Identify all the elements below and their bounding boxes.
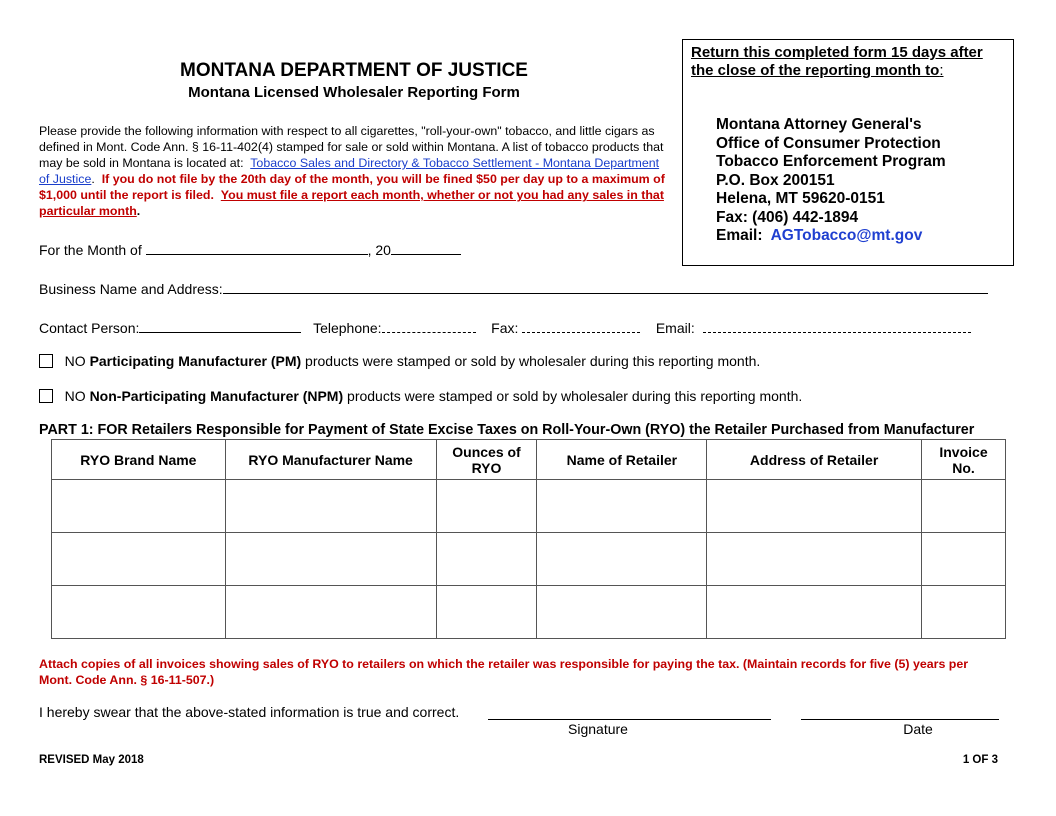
address-line: Tobacco Enforcement Program [716,153,946,170]
ryo-table [51,439,1006,639]
pm-checkbox[interactable] [39,354,53,368]
email-field[interactable] [703,319,971,333]
table-header-row [52,440,1006,480]
instructions-paragraph [39,123,671,220]
signature-field[interactable] [488,719,771,720]
fax-field[interactable] [522,319,640,333]
month-field[interactable] [146,241,368,255]
table-cell[interactable] [537,586,707,639]
table-cell[interactable] [225,586,436,639]
pm-checkbox-row [39,353,760,369]
mailing-address [716,116,946,246]
form-title: MONTANA DEPARTMENT OF JUSTICE [180,60,528,81]
col-ryo-manufacturer: RYO Manufacturer Name [225,440,436,480]
table-cell[interactable] [52,480,226,533]
contact-label: Contact Person: [39,320,140,336]
table-row [52,480,1006,533]
business-label: Business Name and Address: [39,281,223,297]
telephone-label: Telephone: [313,320,382,336]
table-cell[interactable] [225,480,436,533]
table-cell[interactable] [52,586,226,639]
contact-field[interactable] [139,319,301,333]
npm-text: products were stamped or sold by wholesaler during this reporting month. [343,388,803,404]
col-invoice-no: Invoice No. [921,440,1005,480]
address-line: Office of Consumer Protection [716,134,941,152]
npm-no-label: NO [64,388,90,404]
pm-text: products were stamped or sold by wholesaler during this reporting month. [301,353,761,369]
email-address[interactable]: AGTobacco@mt.gov [770,227,923,244]
col-ryo-brand: RYO Brand Name [52,440,226,480]
return-instruction [691,44,1009,80]
table-cell[interactable] [52,533,226,586]
telephone-field[interactable] [382,319,476,333]
instructions-period: . [91,172,95,187]
table-cell[interactable] [537,533,707,586]
npm-checkbox[interactable] [39,389,53,403]
month-label: For the Month of [39,242,142,258]
address-line: P.O. Box 200151 [716,171,835,189]
month-row [39,241,461,258]
attestation-statement: I hereby swear that the above-stated information is true and correct. [39,704,460,720]
year-prefix: , 20 [367,242,391,258]
table-cell[interactable] [436,480,537,533]
table-cell[interactable] [707,533,922,586]
date-label: Date [903,721,933,737]
instructions-text: Please provide the following information with respect to all cigarettes, "roll-your-own" tobacco, and little cigars as defined in Mont. Code Ann. § 16-11-402(4) stamped for sale or sold within Montana. A list of tobacco products that may be sold in Montana is located at: [39,124,664,171]
email-label: Email: [716,227,763,244]
col-ounces: Ounces of RYO [436,440,537,480]
address-line: Montana Attorney General's [716,116,922,133]
table-cell[interactable] [537,480,707,533]
table-cell[interactable] [921,586,1005,639]
table-cell[interactable] [436,586,537,639]
return-instruction-colon: : [939,62,944,79]
directory-link[interactable]: Tobacco Sales and Directory & Tobacco Settlement - Montana Department of Justice [39,156,660,187]
monthly-filing-requirement: You must file a report each month, whether or not you had any sales in that particular month [39,188,664,219]
table-row [52,533,1006,586]
business-field[interactable] [223,280,988,294]
part1-heading: PART 1: FOR Retailers Responsible for Payment of State Excise Taxes on Roll-Your-Own (RYO) the Retailer Purchased from Manufacturer [39,422,975,438]
table-cell[interactable] [921,480,1005,533]
business-row [39,280,988,297]
attach-invoices-note: Attach copies of all invoices showing sales of RYO to retailers on which the retailer was responsible for paying the tax. (Maintain records for five (5) years per Mont. Code Ann. § 16-11-507.) [39,657,969,687]
fax-label: Fax: [491,320,519,336]
col-retailer-name: Name of Retailer [537,440,707,480]
pm-label: Participating Manufacturer (PM) [89,353,302,369]
signature-label: Signature [568,721,628,737]
revision-note: REVISED May 2018 [39,754,144,766]
table-cell[interactable] [436,533,537,586]
address-line: Fax: (406) 442-1894 [716,208,859,226]
return-instruction-text: Return this completed form 15 days after the close of the reporting month to [691,44,983,79]
email-line [716,227,946,246]
year-field[interactable] [391,241,461,255]
table-cell[interactable] [921,533,1005,586]
col-retailer-address: Address of Retailer [707,440,922,480]
address-line: Helena, MT 59620-0151 [716,190,885,207]
table-cell[interactable] [707,480,922,533]
late-fine-warning: If you do not file by the 20th day of the month, you will be fined $50 per day up to a maximum of $1,000 until the report is filed. [39,172,665,203]
npm-label: Non-Participating Manufacturer (NPM) [89,388,344,404]
email-field-label: Email: [655,320,695,336]
table-row [52,586,1006,639]
npm-checkbox-row [39,388,802,404]
instructions-end: . [136,204,141,219]
form-subtitle: Montana Licensed Wholesaler Reporting Form [188,84,520,101]
date-field[interactable] [801,719,999,720]
table-cell[interactable] [707,586,922,639]
table-cell[interactable] [225,533,436,586]
pm-no-label: NO [64,353,90,369]
contact-row [39,319,971,336]
page-number: 1 OF 3 [962,754,998,766]
